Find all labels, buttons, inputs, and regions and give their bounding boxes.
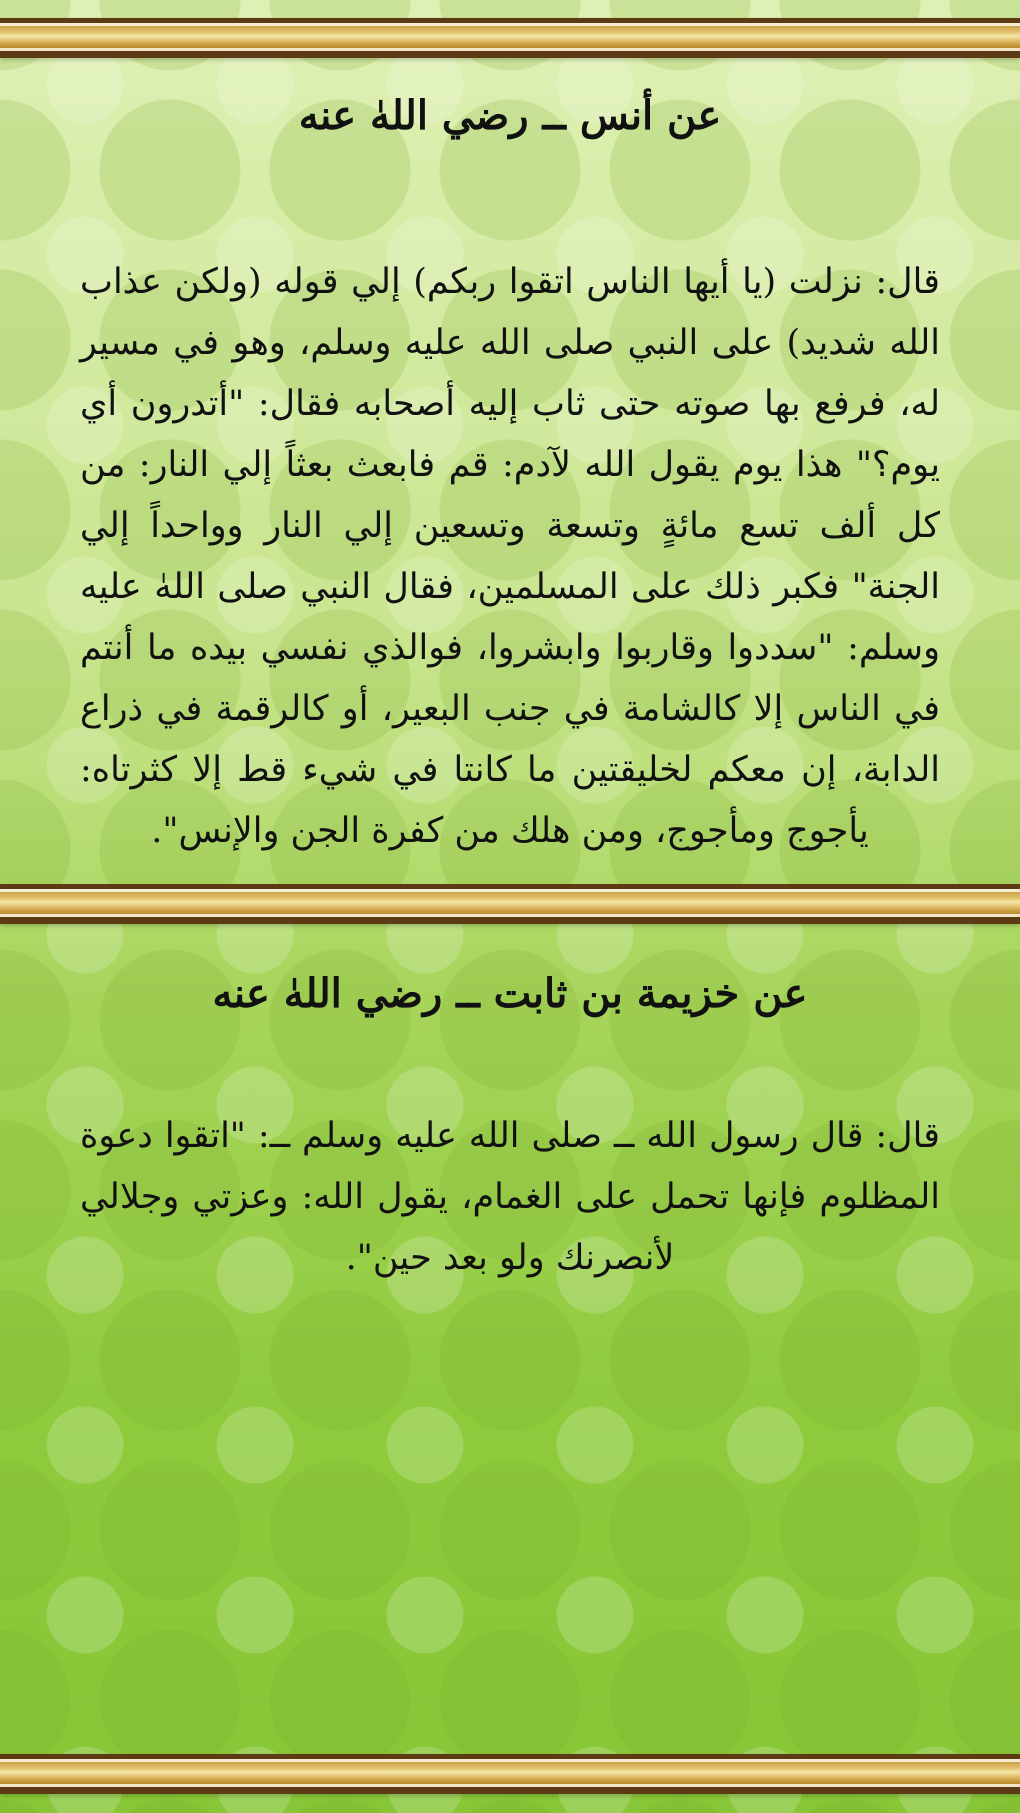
bottom-ornamental-border: [0, 1754, 1020, 1794]
hadith-section-anas: [0, 60, 1020, 862]
hadith-title: عن خزيمة بن ثابت ــ رضي اللهٰ عنه: [212, 970, 808, 1017]
top-ornamental-border: [0, 18, 1020, 58]
middle-ornamental-border: [0, 884, 1020, 924]
hadith-section-khuzaymah: [0, 930, 1020, 1289]
hadith-text: قال: نزلت (يا أيها الناس اتقوا ربكم) إلي قوله (ولكن عذاب الله شديد) على النبي صلى الله عليه وسلم، وهو في مسير له، فرفع بها صوته حتى ثاب إليه أصحابه فقال: "أتدرون أي يوم؟" هذا يوم يقول الله لآدم: قم فابعث بعثاً إلي النار: من كل ألف تسع مائةٍ وتسعة وتسعين إلي النار وواحداً إلي الجنة" فكبر ذلك على المسلمين، فقال النبي صلى اللهٰ عليه وسلم: "سددوا وقاربوا وابشروا، فوالذي نفسي بيده ما أنتم في الناس إلا كالشامة في جنب البعير، أو كالرقمة في ذراع الدابة، إن معكم لخليقتين ما كانتا في شيء قط إلا كثرتاه: يأجوج ومأجوج، ومن هلك من كفرة الجن والإنس".: [80, 262, 940, 851]
hadith-text: قال: قال رسول الله ــ صلى الله عليه وسلم ــ: "اتقوا دعوة المظلوم فإنها تحمل على الغمام، يقول الله: وعزتي وجلالي لأنصرنك ولو بعد حين".: [80, 1116, 940, 1278]
hadith-title: عن أنس ــ رضي اللهٰ عنه: [298, 92, 722, 139]
